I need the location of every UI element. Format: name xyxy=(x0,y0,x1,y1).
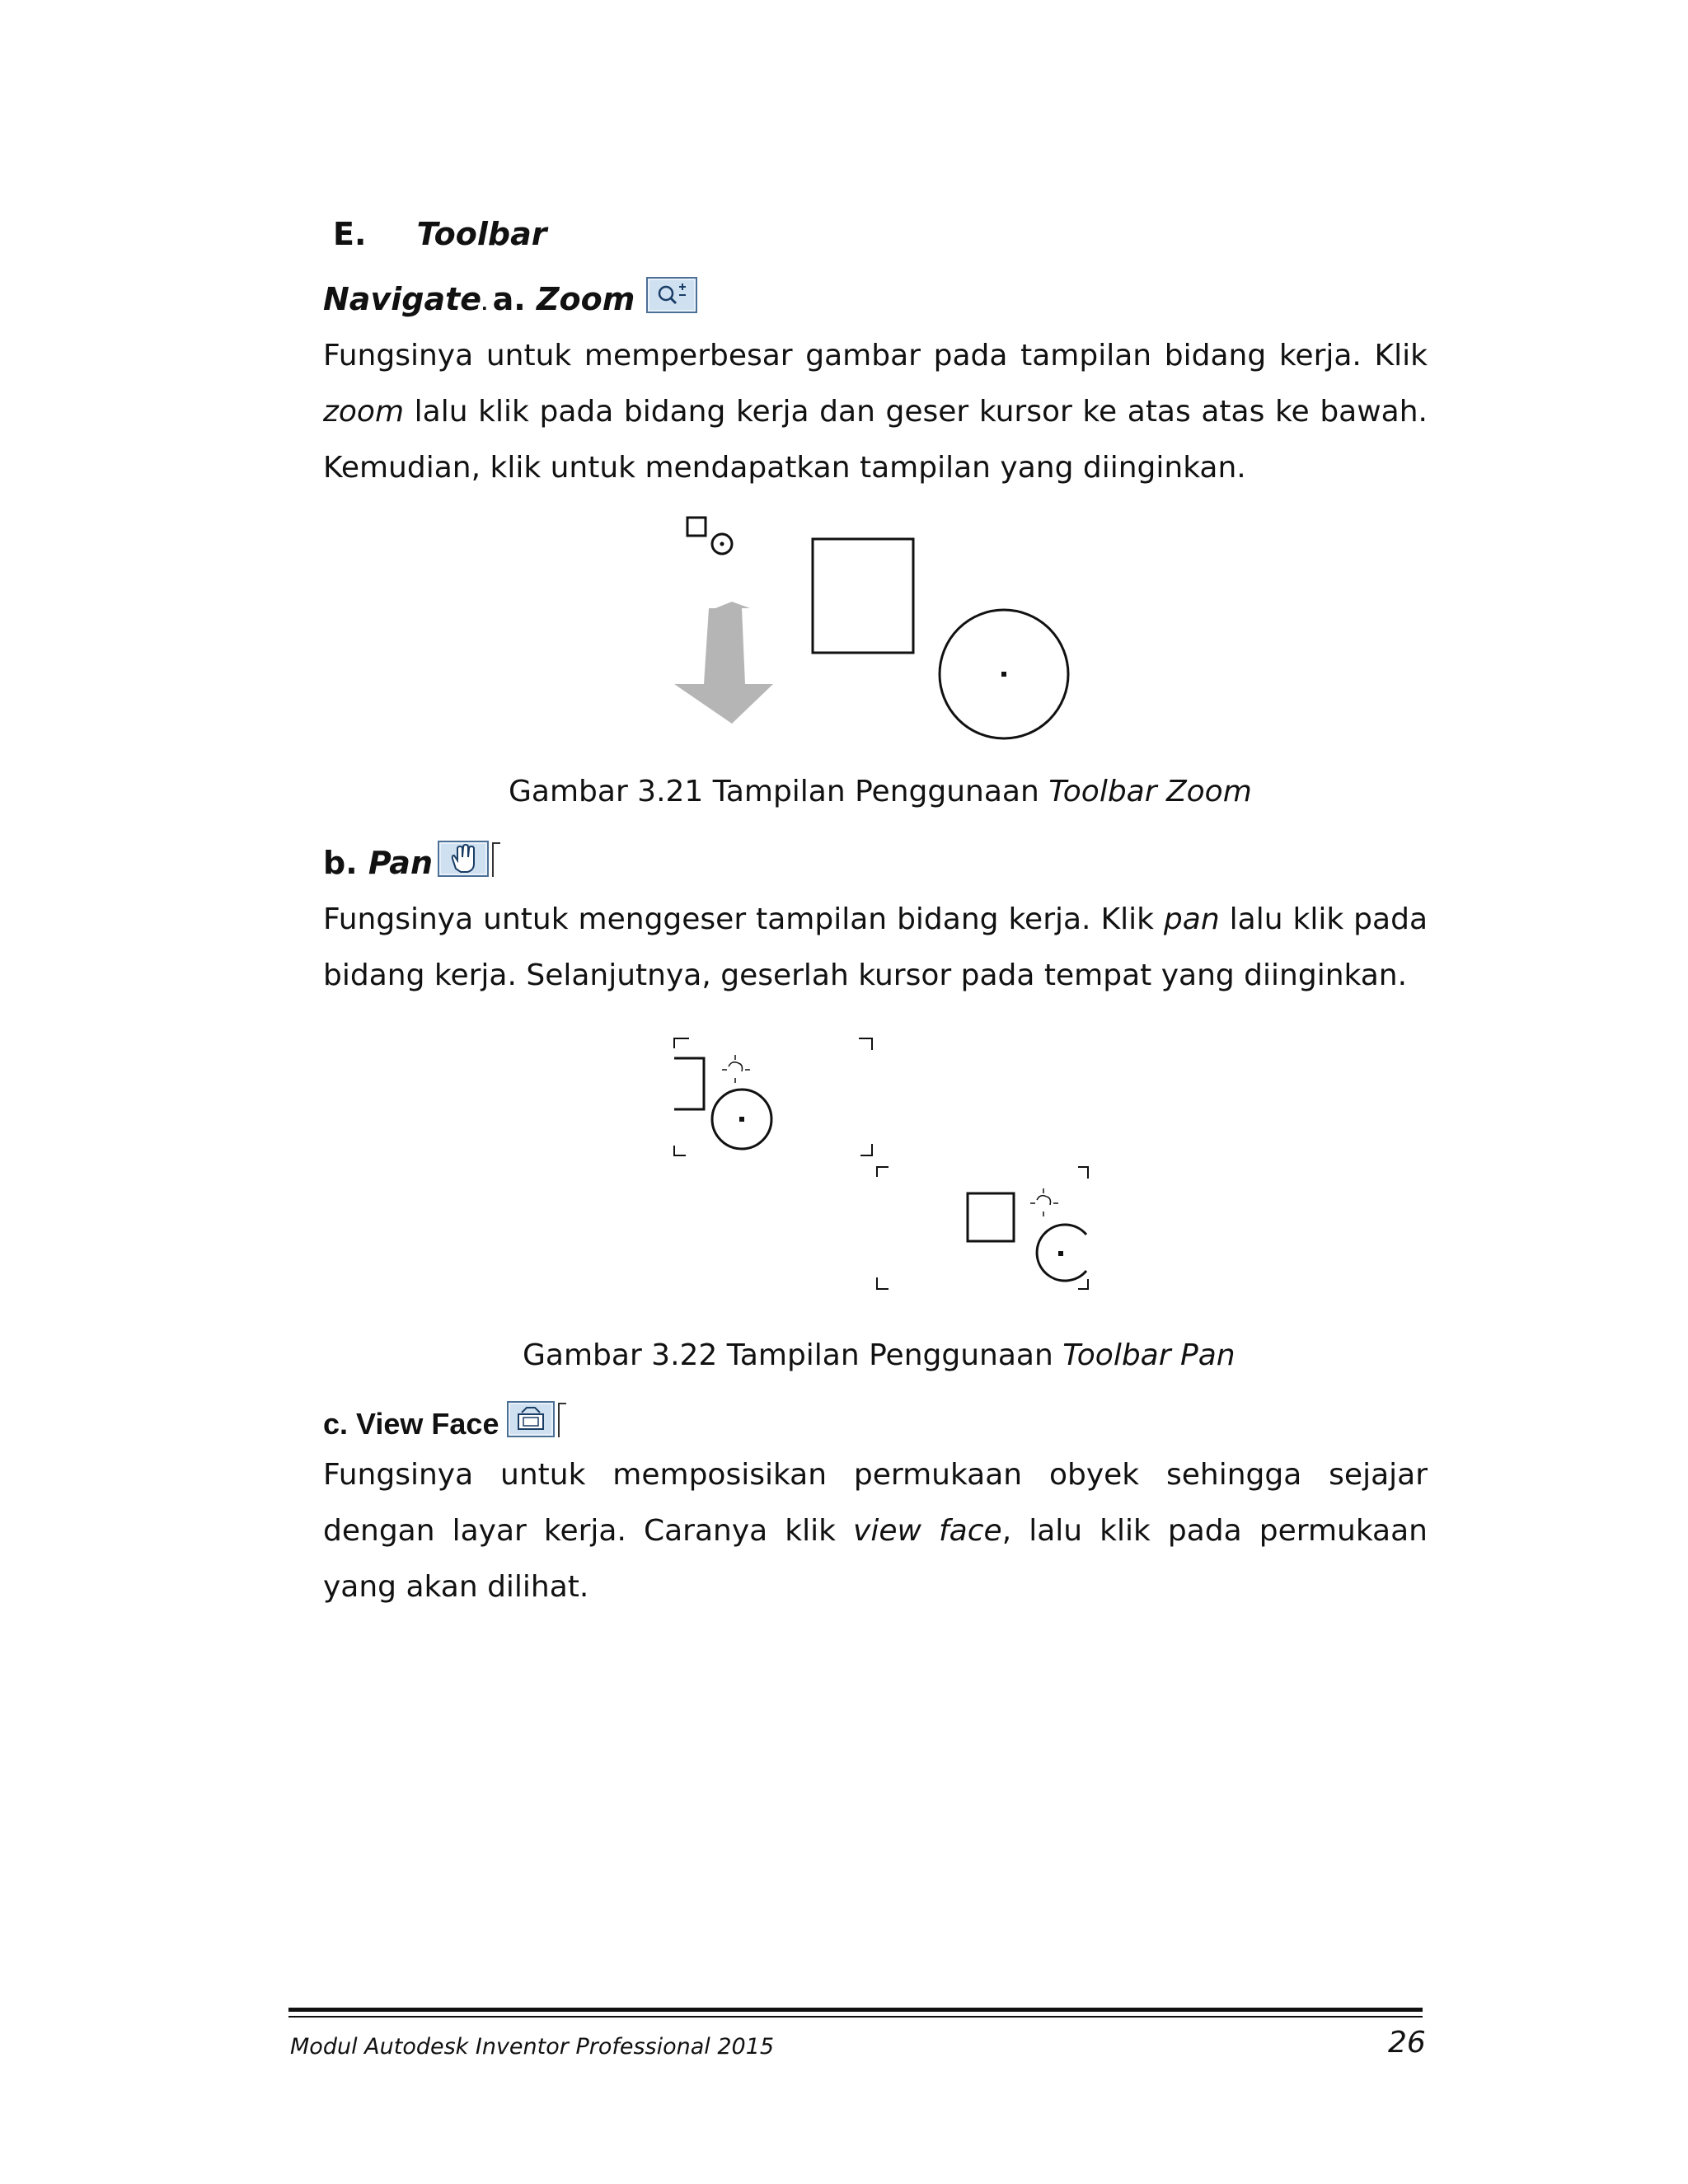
view-face-para-term: view face xyxy=(853,1514,1002,1548)
view-face-icon[interactable] xyxy=(507,1401,555,1437)
zoom-caption xyxy=(509,775,1252,808)
bracket-mark xyxy=(492,842,500,877)
hand-icon[interactable] xyxy=(438,841,489,877)
footer-rule-thick xyxy=(288,2008,1423,2012)
zoom-figure xyxy=(659,511,1071,775)
title-dot: . xyxy=(481,294,488,314)
pan-caption-term: Toolbar Pan xyxy=(1062,1338,1236,1372)
pan-label-prefix: b. xyxy=(323,845,358,881)
pan-figure xyxy=(659,1030,1088,1310)
section-letter: E. xyxy=(333,216,367,252)
zoom-para-term: zoom xyxy=(323,395,405,429)
zoom-paragraph xyxy=(323,328,1428,496)
section-title-navigate: Navigate xyxy=(323,281,482,317)
footer-rule-thin xyxy=(288,2016,1423,2018)
pan-caption-text: Gambar 3.22 Tampilan Penggunaan xyxy=(523,1338,1063,1372)
zoom-label-prefix: a. xyxy=(492,281,526,317)
view-face-paragraph xyxy=(323,1447,1428,1615)
zoom-para-text-2: lalu klik pada bidang kerja dan geser kursor ke atas atas ke bawah. Kemudian, klik untuk mendapatkan tampilan yang diinginkan. xyxy=(323,395,1428,485)
zoom-caption-term: Toolbar Zoom xyxy=(1048,775,1252,808)
pan-caption xyxy=(523,1338,1236,1372)
pan-para-term: pan xyxy=(1163,902,1220,936)
view-face-heading xyxy=(323,1401,566,1441)
zoom-label: Zoom xyxy=(536,281,635,317)
page-number: 26 xyxy=(1388,2026,1426,2060)
pan-cursor-icon xyxy=(722,1055,750,1083)
view-face-label: c. View Face xyxy=(323,1407,499,1441)
pan-cursor-icon-2 xyxy=(1030,1188,1058,1216)
view-face-para-text-2: , lalu klik pada permukaan yang akan dilihat. xyxy=(323,1514,1428,1604)
bracket-mark-2 xyxy=(558,1403,566,1437)
section-heading xyxy=(333,216,547,252)
zoom-heading xyxy=(323,277,697,317)
pan-paragraph xyxy=(323,892,1428,1004)
zoom-para-text: Fungsinya untuk memperbesar gambar pada tampilan bidang kerja. Klik xyxy=(323,339,1428,373)
zoom-caption-text: Gambar 3.21 Tampilan Penggunaan xyxy=(509,775,1049,808)
view-face-para-text: Fungsinya untuk memposisikan permukaan obyek sehingga sejajar dengan layar kerja. Caranya klik xyxy=(323,1458,1428,1548)
section-title: Toolbar xyxy=(416,216,547,252)
pan-para-text-2: lalu klik pada bidang kerja. Selanjutnya, geserlah kursor pada tempat yang diinginkan. xyxy=(323,902,1428,992)
zoom-icon[interactable] xyxy=(646,277,697,313)
pan-para-text: Fungsinya untuk menggeser tampilan bidang kerja. Klik xyxy=(323,902,1164,936)
footer-title: Modul Autodesk Inventor Professional 2015 xyxy=(290,2034,775,2060)
pan-heading xyxy=(323,841,500,881)
pan-label: Pan xyxy=(368,845,433,881)
